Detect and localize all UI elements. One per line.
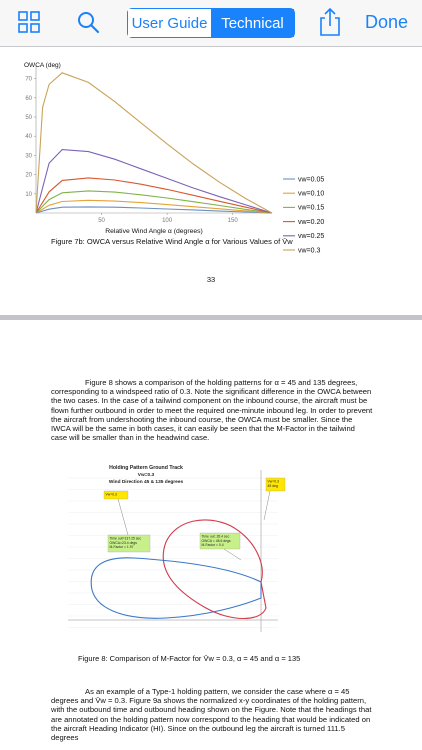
legend-label: vw=0.25 — [298, 233, 325, 241]
x-tick-label: 150 — [227, 218, 238, 224]
paragraph-text: As an example of a Type-1 holding pattern, we consider the case where α = 45 degrees and V̄w = 0.3. Figure 9a shows the normalized x-y coordinates of the holding pattern, with the outbound time and outbound heading shown on the Figure. Note that the headings that are annotated on the holding pattern now correspond to the heading that would be indicated on the aircraft Heading Indicator (HI). Since on the outbound leg the aircraft is turned 111.5 degrees — [51, 687, 372, 743]
document-page-34 — [0, 320, 422, 750]
toolbar — [0, 0, 422, 47]
figure-7b-caption: Figure 7b: OWCA versus Relative Wind Angle α for Various Values of V̄w — [51, 237, 293, 246]
legend-label: vw=0.15 — [298, 204, 325, 212]
x-tick-label: 50 — [98, 218, 105, 224]
y-axis-label: OWCA (deg) — [24, 62, 61, 69]
annotation-text: M-Factor = 1.97 — [109, 545, 134, 549]
y-tick-label: 10 — [25, 191, 32, 198]
search-icon[interactable] — [76, 10, 100, 34]
annotation-text: Vw=0.3 — [105, 492, 117, 497]
page-number: 33 — [206, 275, 216, 284]
legend-label: vw=0.10 — [298, 190, 325, 198]
segmented-control — [127, 8, 295, 38]
annotation-text: M-Factor = 0.4 — [201, 543, 224, 547]
chart-title: Holding Pattern Ground Track — [109, 465, 183, 471]
done-button[interactable]: Done — [364, 12, 408, 32]
y-tick-label: 20 — [25, 172, 32, 179]
x-tick-label: 100 — [162, 218, 173, 224]
annotation-text: Vw=0.3 — [267, 479, 279, 484]
legend-label: vw=0.05 — [298, 176, 325, 184]
paragraph-type1-example — [51, 687, 373, 742]
annotation-text: Time out=137.25 sec — [109, 536, 142, 541]
y-tick-label: 30 — [25, 153, 32, 160]
share-icon[interactable] — [318, 7, 342, 37]
owca-chart — [0, 55, 422, 255]
y-tick-label: 50 — [25, 115, 32, 121]
figure-8-caption: Figure 8: Comparison of M-Factor for V̄w = 0.3, α = 45 and α = 135 — [78, 654, 301, 663]
y-tick-label: 60 — [25, 95, 32, 102]
chart-subtitle: Vw=0.3 — [137, 473, 155, 478]
annotation-text: 45 deg — [267, 483, 278, 488]
annotation-text: Time out: 35.4 sec — [201, 534, 230, 539]
annotation-text: OWCA = 48.6 degs — [201, 538, 231, 543]
annotation-text: OWCA=23.4 degs — [109, 540, 137, 545]
document-page-33 — [0, 47, 422, 315]
chart-subtitle: Wind Direction 45 & 135 degrees — [108, 480, 184, 485]
x-axis-label: Relative Wind Angle α (degrees) — [105, 228, 203, 235]
legend-label: vw=0.20 — [298, 218, 325, 226]
tab-user-guide[interactable]: User Guide — [128, 9, 211, 37]
legend-label: vw=0.3 — [298, 247, 321, 255]
y-tick-label: 40 — [25, 134, 32, 141]
paragraph-figure-8-intro — [51, 378, 373, 442]
grid-icon[interactable] — [18, 11, 40, 33]
holding-pattern-chart — [56, 460, 286, 645]
y-tick-label: 70 — [25, 76, 32, 83]
tab-technical[interactable]: Technical — [211, 9, 294, 37]
paragraph-text: Figure 8 shows a comparison of the holding patterns for α = 45 and 135 degrees, corresponding to a windspeed ratio of 0.3. Note the significant difference in the OWCA between the two cases. In the case of a tailwind component on the inbound course, the aircraft must be flown further outbound in order to meet the required one-minute inbound leg. In order to prevent the aircraft from undershooting the inbound course, the OWCA must be smaller. Since the IWCA will be the same in both cases, it can easily be seen that the M-Factor in the tailwind case will be smaller than in the headwind case. — [51, 378, 373, 443]
